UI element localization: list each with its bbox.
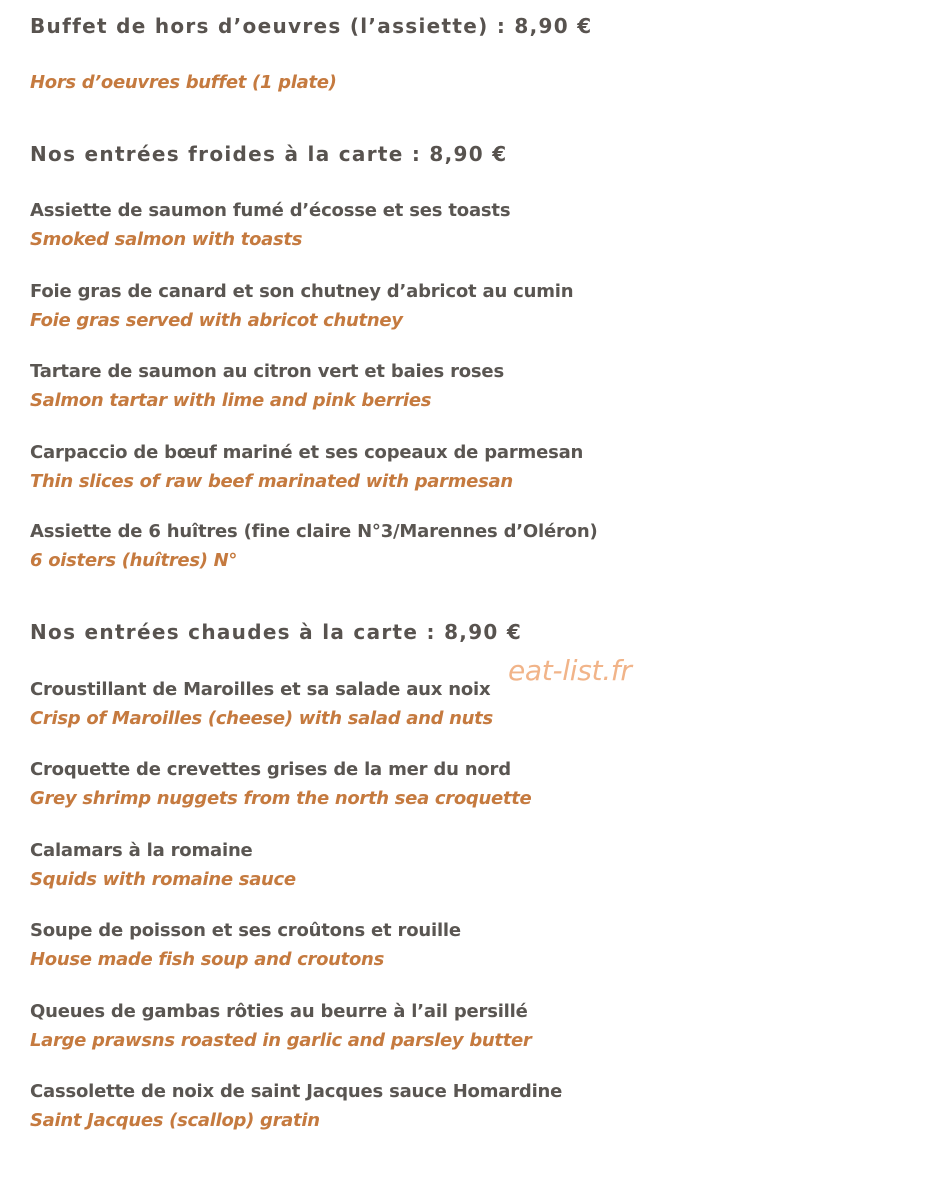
watermark: eat-list.fr <box>508 654 632 687</box>
dish-name-fr: Tartare de saumon au citron vert et baies roses <box>30 361 504 382</box>
dish-name-fr: Queues de gambas rôties au beurre à l’ail persillé <box>30 1001 528 1022</box>
dish-name-fr: Foie gras de canard et son chutney d’abricot au cumin <box>30 281 574 302</box>
cold-starter-item <box>30 517 597 575</box>
dish-name-en: Foie gras served with abricot chutney <box>30 310 403 331</box>
dish-name-en: Large prawsns roasted in garlic and parsley butter <box>30 1030 532 1051</box>
dish-name-fr: Soupe de poisson et ses croûtons et rouille <box>30 920 461 941</box>
dish-name-fr: Assiette de 6 huîtres (fine claire N°3/Marennes d’Oléron) <box>30 521 598 542</box>
dish-name-en: 6 oisters (huîtres) N° <box>30 550 238 571</box>
dish-name-en: House made fish soup and croutons <box>30 949 384 970</box>
dish-name-fr: Calamars à la romaine <box>30 840 253 861</box>
dish-name-fr: Carpaccio de bœuf mariné et ses copeaux de parmesan <box>30 442 584 463</box>
dish-name-fr: Assiette de saumon fumé d’écosse et ses toasts <box>30 200 511 221</box>
dish-name-en: Salmon tartar with lime and pink berries <box>30 390 432 411</box>
buffet-description <box>30 68 337 97</box>
buffet-title: Buffet de hors d’oeuvres (l’assiette) : 8,90 € <box>30 14 593 38</box>
hot-starter-item <box>30 675 493 733</box>
cold-starter-item <box>30 277 573 335</box>
hot-starter-item <box>30 836 296 894</box>
dish-name-fr: Croquette de crevettes grises de la mer du nord <box>30 759 511 780</box>
hot-starters-title: Nos entrées chaudes à la carte : 8,90 € <box>30 620 523 644</box>
hot-starter-item <box>30 916 461 974</box>
hot-starter-item <box>30 997 532 1055</box>
dish-name-en: Saint Jacques (scallop) gratin <box>30 1110 320 1131</box>
dish-name-en: Squids with romaine sauce <box>30 869 296 890</box>
dish-name-en: Crisp of Maroilles (cheese) with salad and nuts <box>30 708 493 729</box>
buffet-english: Hors d’oeuvres buffet (1 plate) <box>30 72 337 93</box>
cold-starter-item <box>30 438 583 496</box>
cold-starter-item <box>30 357 504 415</box>
cold-starters-title: Nos entrées froides à la carte : 8,90 € <box>30 142 508 166</box>
cold-starter-item <box>30 196 510 254</box>
hot-starter-item <box>30 755 531 813</box>
hot-starter-item <box>30 1077 562 1135</box>
dish-name-en: Grey shrimp nuggets from the north sea croquette <box>30 788 532 809</box>
dish-name-en: Thin slices of raw beef marinated with parmesan <box>30 471 513 492</box>
dish-name-fr: Croustillant de Maroilles et sa salade aux noix <box>30 679 491 700</box>
dish-name-fr: Cassolette de noix de saint Jacques sauce Homardine <box>30 1081 563 1102</box>
dish-name-en: Smoked salmon with toasts <box>30 229 303 250</box>
